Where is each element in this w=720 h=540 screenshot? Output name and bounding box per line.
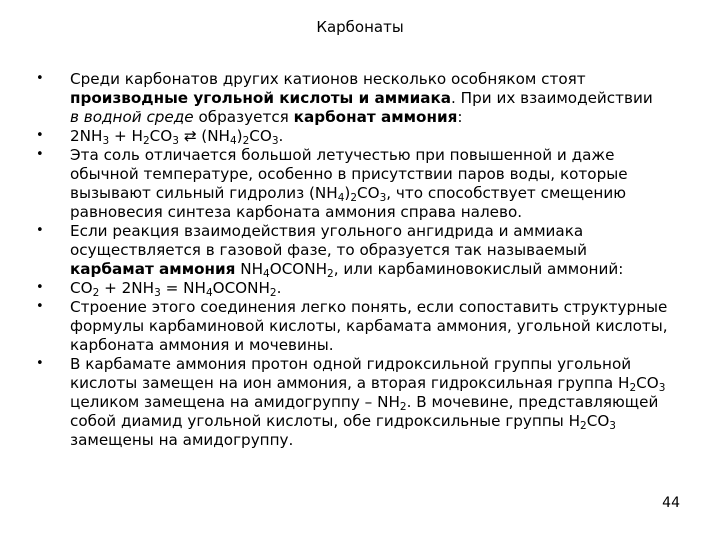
subscript: 3 <box>271 135 279 147</box>
text-run: замещены на амидогруппу. <box>70 431 294 449</box>
text-run: ⇄ (NH <box>178 127 230 145</box>
bullet-text-line <box>70 241 587 260</box>
bullet-text-line <box>70 108 462 127</box>
bullet-text-line <box>70 260 623 279</box>
bullet-marker: • <box>36 280 44 295</box>
text-run: OCONH <box>212 279 270 297</box>
subscript: 4 <box>337 192 345 204</box>
subscript: 4 <box>229 135 237 147</box>
subscript: 2 <box>142 135 150 147</box>
text-run: CO <box>70 279 93 297</box>
text-run: CO <box>357 184 380 202</box>
text-run: равновесия синтеза карбоната аммония справа налево. <box>70 203 523 221</box>
text-run: . При их взаимодействии <box>451 89 653 107</box>
text-run: CO <box>149 127 173 145</box>
text-run: = NH <box>160 279 206 297</box>
bold-text: карбамат аммония <box>70 260 236 278</box>
text-run: ) <box>344 184 351 202</box>
bullet-text-line <box>70 70 586 89</box>
bullet-text-line <box>70 165 628 184</box>
text-run: CO <box>636 374 659 392</box>
bullet-text-line <box>70 89 653 108</box>
subscript: 3 <box>609 420 616 432</box>
bullet-marker: • <box>36 128 44 143</box>
subscript: 2 <box>629 382 637 394</box>
text-run: Среди карбонатов других катионов несколько особняком стоят <box>70 70 586 88</box>
bullet-text-line <box>70 184 626 203</box>
text-run: NH <box>235 260 264 278</box>
bullet-text-line <box>70 336 334 355</box>
text-run: : <box>457 108 463 126</box>
text-run: + H <box>109 127 143 145</box>
bullet-text-line <box>70 317 668 336</box>
subscript: 2 <box>399 401 407 413</box>
text-run: . В мочевине, представляющей <box>406 393 659 411</box>
text-run: + 2NH <box>99 279 155 297</box>
bold-text: карбонат аммония <box>293 108 458 126</box>
bullet-text-line <box>70 355 631 374</box>
bullet-marker: • <box>36 223 44 238</box>
bullet-marker: • <box>36 356 44 371</box>
text-run: 2NH <box>70 127 103 145</box>
text-run: ) <box>236 127 243 145</box>
subscript: 3 <box>154 287 161 299</box>
page-number: 44 <box>662 495 680 511</box>
text-run: обычной температуре, особенно в присутствии паров воды, которые <box>70 165 628 183</box>
text-run: образуется <box>193 108 294 126</box>
bullet-text-line <box>70 203 522 222</box>
text-run: вызывают сильный гидролиз (NH <box>70 184 338 202</box>
subscript: 2 <box>580 420 587 432</box>
text-run: формулы карбаминовой кислоты, карбамата аммония, угольной кислоты, <box>70 317 668 335</box>
text-run: В карбамате аммония протон одной гидроксильной группы угольной <box>70 355 632 373</box>
subscript: 2 <box>350 192 358 204</box>
subscript: 3 <box>102 135 110 147</box>
text-run: целиком замещена на амидогруппу – NH <box>70 393 400 411</box>
text-run: Эта соль отличается большой летучестью при повышенной и даже <box>70 146 615 164</box>
bullet-text-line <box>70 298 667 317</box>
text-run: карбоната аммония и мочевины. <box>70 336 334 354</box>
text-run: CO <box>249 127 272 145</box>
subscript: 3 <box>658 382 666 394</box>
subscript: 2 <box>269 287 277 299</box>
bold-text: производные угольной кислоты и аммиака <box>70 89 452 107</box>
bullet-text-line <box>70 222 583 241</box>
subscript: 4 <box>205 287 213 299</box>
bullet-text-line <box>70 393 658 412</box>
text-run: , или карбаминовокислый аммоний: <box>333 260 624 278</box>
text-run: . <box>276 279 282 297</box>
subscript: 2 <box>242 135 250 147</box>
text-run: Строение этого соединения легко понять, если сопоставить структурные <box>70 298 668 316</box>
bullet-text-line <box>70 127 283 146</box>
text-run: кислоты замещен на ион аммония, а вторая гидроксильная группа H <box>70 374 630 392</box>
text-run: OCONH <box>269 260 328 278</box>
text-run: CO <box>586 412 610 430</box>
text-run: Если реакция взаимодействия угольного ангидрида и аммиака <box>70 222 584 240</box>
bullet-text-line <box>70 431 293 450</box>
text-run: , что способствует смещению <box>386 184 626 202</box>
subscript: 4 <box>263 268 270 280</box>
slide-title: Карбонаты <box>316 18 404 36</box>
text-run: осуществляется в газовой фазе, то образуется так называемый <box>70 241 588 259</box>
subscript: 2 <box>92 287 100 299</box>
text-run: . <box>278 127 284 145</box>
bullet-text-line <box>70 374 665 393</box>
bullet-marker: • <box>36 147 44 162</box>
bullet-text-line <box>70 279 281 298</box>
subscript: 3 <box>172 135 179 147</box>
subscript: 3 <box>379 192 387 204</box>
italic-text: в водной среде <box>70 108 194 126</box>
bullet-text-line <box>70 412 616 431</box>
subscript: 2 <box>327 268 334 280</box>
bullet-text-line <box>70 146 614 165</box>
text-run: собой диамид угольной кислоты, обе гидроксильные группы H <box>70 412 581 430</box>
bullet-marker: • <box>36 299 44 314</box>
bullet-marker: • <box>36 71 44 86</box>
